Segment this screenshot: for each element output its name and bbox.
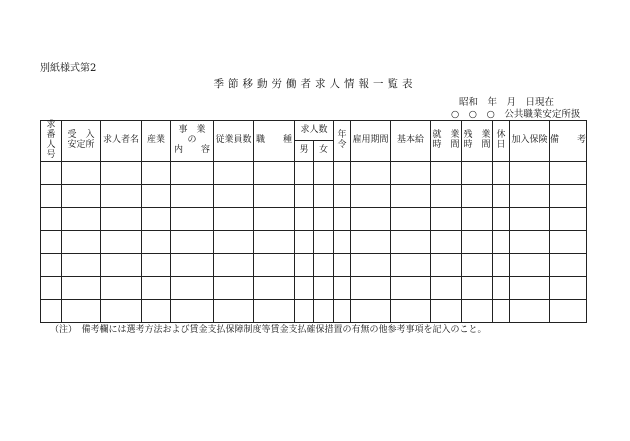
table-cell[interactable] — [334, 253, 351, 276]
table-cell[interactable] — [391, 299, 431, 322]
table-cell[interactable] — [314, 230, 334, 253]
table-cell[interactable] — [254, 184, 295, 207]
table-cell[interactable] — [101, 253, 142, 276]
table-cell[interactable] — [214, 299, 254, 322]
table-cell[interactable] — [431, 207, 462, 230]
table-cell[interactable] — [510, 184, 550, 207]
table-cell[interactable] — [101, 161, 142, 184]
table-cell[interactable] — [171, 253, 214, 276]
table-cell[interactable] — [462, 253, 493, 276]
table-cell[interactable] — [62, 207, 101, 230]
table-cell[interactable] — [101, 276, 142, 299]
table-cell[interactable] — [295, 230, 314, 253]
table-cell[interactable] — [62, 253, 101, 276]
table-cell[interactable] — [314, 299, 334, 322]
header-jigyo-naiyo: 事 業 の 内 容 — [171, 121, 214, 162]
header-kyujinsha-mei: 求人者名 — [101, 121, 142, 162]
table-cell[interactable] — [254, 253, 295, 276]
table-row — [41, 230, 587, 253]
header-kyujin-bango: 求番 人号 — [41, 121, 62, 162]
table-cell[interactable] — [214, 276, 254, 299]
header-kyujin-su: 求人数 — [295, 121, 334, 141]
header-koyo-kikan: 雇用期間 — [351, 121, 391, 162]
table-row — [41, 253, 587, 276]
table-cell[interactable] — [41, 161, 62, 184]
office-line: ○ ○ ○ 公共職業安定所扱 — [451, 109, 581, 120]
table-cell[interactable] — [214, 230, 254, 253]
table-cell[interactable] — [351, 161, 391, 184]
header-uketsuke-anteisho: 受 入 安定所 — [62, 121, 101, 162]
header-row-1 — [41, 121, 587, 141]
table-cell[interactable] — [391, 184, 431, 207]
table-cell[interactable] — [41, 299, 62, 322]
header-nenrei: 年 令 — [334, 121, 351, 162]
job-info-table — [40, 120, 587, 323]
table-cell[interactable] — [62, 276, 101, 299]
table-cell[interactable] — [101, 184, 142, 207]
table-cell[interactable] — [41, 184, 62, 207]
table-body — [41, 161, 587, 322]
header-shugyo-jikan: 就 業 時 間 — [431, 121, 462, 162]
table-row — [41, 276, 587, 299]
table-cell[interactable] — [142, 161, 171, 184]
footnote: （注） 備考欄には選考方法および賃金支払保障制度等賃金支払確保措置の有無の他参考事項を記入のこと。 — [50, 325, 487, 335]
table-cell[interactable] — [254, 299, 295, 322]
table-cell[interactable] — [314, 253, 334, 276]
form-label: 別紙様式第2 — [40, 63, 97, 74]
table-cell[interactable] — [62, 184, 101, 207]
table-cell[interactable] — [171, 161, 214, 184]
table-cell[interactable] — [462, 184, 493, 207]
table-cell[interactable] — [214, 253, 254, 276]
table-cell[interactable] — [510, 230, 550, 253]
header-biko: 備 考 — [550, 121, 587, 162]
header-kyujitsu: 休 日 — [493, 121, 510, 162]
table-cell[interactable] — [391, 207, 431, 230]
header-onna: 女 — [314, 141, 334, 161]
table-cell[interactable] — [431, 276, 462, 299]
table-cell[interactable] — [142, 184, 171, 207]
table-cell[interactable] — [62, 299, 101, 322]
header-sangyo: 産業 — [142, 121, 171, 162]
table-row — [41, 299, 587, 322]
table-cell[interactable] — [510, 161, 550, 184]
table-cell[interactable] — [314, 276, 334, 299]
table-cell[interactable] — [295, 161, 314, 184]
table-cell[interactable] — [314, 207, 334, 230]
table-cell[interactable] — [41, 230, 62, 253]
table-cell[interactable] — [493, 230, 510, 253]
table-cell[interactable] — [462, 161, 493, 184]
table-cell[interactable] — [254, 230, 295, 253]
table-cell[interactable] — [334, 276, 351, 299]
table-cell[interactable] — [550, 276, 587, 299]
table-cell[interactable] — [493, 276, 510, 299]
table-cell[interactable] — [510, 276, 550, 299]
table-cell[interactable] — [214, 161, 254, 184]
table-cell[interactable] — [510, 253, 550, 276]
table-cell[interactable] — [142, 253, 171, 276]
table-cell[interactable] — [171, 230, 214, 253]
table-cell[interactable] — [550, 299, 587, 322]
table-cell[interactable] — [391, 253, 431, 276]
table-cell[interactable] — [171, 299, 214, 322]
table-cell[interactable] — [550, 253, 587, 276]
table-cell[interactable] — [462, 299, 493, 322]
table-cell[interactable] — [142, 276, 171, 299]
table-cell[interactable] — [351, 207, 391, 230]
table-cell[interactable] — [171, 276, 214, 299]
table-cell[interactable] — [391, 230, 431, 253]
table-cell[interactable] — [295, 276, 314, 299]
header-kihon-kyu: 基本給 — [391, 121, 431, 162]
table-cell[interactable] — [493, 161, 510, 184]
table-cell[interactable] — [41, 207, 62, 230]
table-cell[interactable] — [351, 299, 391, 322]
table-cell[interactable] — [254, 276, 295, 299]
table-cell[interactable] — [101, 299, 142, 322]
table-row — [41, 184, 587, 207]
table-cell[interactable] — [351, 230, 391, 253]
table-cell[interactable] — [431, 184, 462, 207]
table-cell[interactable] — [171, 184, 214, 207]
table-cell[interactable] — [493, 184, 510, 207]
table-cell[interactable] — [334, 207, 351, 230]
table-cell[interactable] — [462, 207, 493, 230]
table-cell[interactable] — [295, 253, 314, 276]
table-cell[interactable] — [101, 207, 142, 230]
table-cell[interactable] — [314, 161, 334, 184]
table-cell[interactable] — [493, 253, 510, 276]
table-cell[interactable] — [334, 184, 351, 207]
table-cell[interactable] — [391, 276, 431, 299]
table-cell[interactable] — [431, 299, 462, 322]
table-cell[interactable] — [462, 276, 493, 299]
table-cell[interactable] — [295, 299, 314, 322]
table-cell[interactable] — [295, 207, 314, 230]
table-cell[interactable] — [214, 184, 254, 207]
table-cell[interactable] — [142, 207, 171, 230]
table-cell[interactable] — [391, 161, 431, 184]
table-cell[interactable] — [142, 230, 171, 253]
table-cell[interactable] — [493, 299, 510, 322]
table-cell[interactable] — [493, 207, 510, 230]
table-cell[interactable] — [334, 161, 351, 184]
table-cell[interactable] — [351, 253, 391, 276]
table-row — [41, 207, 587, 230]
table-cell[interactable] — [510, 299, 550, 322]
header-otoko: 男 — [295, 141, 314, 161]
table-cell[interactable] — [41, 253, 62, 276]
table-cell[interactable] — [431, 161, 462, 184]
table-cell[interactable] — [62, 161, 101, 184]
table-cell[interactable] — [334, 299, 351, 322]
table-cell[interactable] — [171, 207, 214, 230]
document-title: 季節移動労働者求人情報一覧表 — [213, 78, 417, 90]
table-cell[interactable] — [101, 230, 142, 253]
date-line: 昭和 年 月 日現在 — [459, 97, 555, 108]
table-cell[interactable] — [214, 207, 254, 230]
table-cell[interactable] — [550, 230, 587, 253]
table-cell[interactable] — [550, 161, 587, 184]
table-cell[interactable] — [351, 184, 391, 207]
header-zangyo-jikan: 残 業 時 間 — [462, 121, 493, 162]
table-cell[interactable] — [41, 276, 62, 299]
table-cell[interactable] — [295, 184, 314, 207]
header-jugyoin-su: 従業員数 — [214, 121, 254, 162]
table-row — [41, 161, 587, 184]
table-cell[interactable] — [254, 161, 295, 184]
table-cell[interactable] — [550, 184, 587, 207]
header-shokushu: 職 種 — [254, 121, 295, 162]
table-cell[interactable] — [254, 207, 295, 230]
table-cell[interactable] — [334, 230, 351, 253]
header-kanyu-hoken: 加入保険 — [510, 121, 550, 162]
table-cell[interactable] — [62, 230, 101, 253]
table-cell[interactable] — [314, 184, 334, 207]
table-cell[interactable] — [431, 230, 462, 253]
table-cell[interactable] — [550, 207, 587, 230]
table-cell[interactable] — [510, 207, 550, 230]
table-cell[interactable] — [431, 253, 462, 276]
table-cell[interactable] — [462, 230, 493, 253]
table-cell[interactable] — [142, 299, 171, 322]
table-cell[interactable] — [351, 276, 391, 299]
